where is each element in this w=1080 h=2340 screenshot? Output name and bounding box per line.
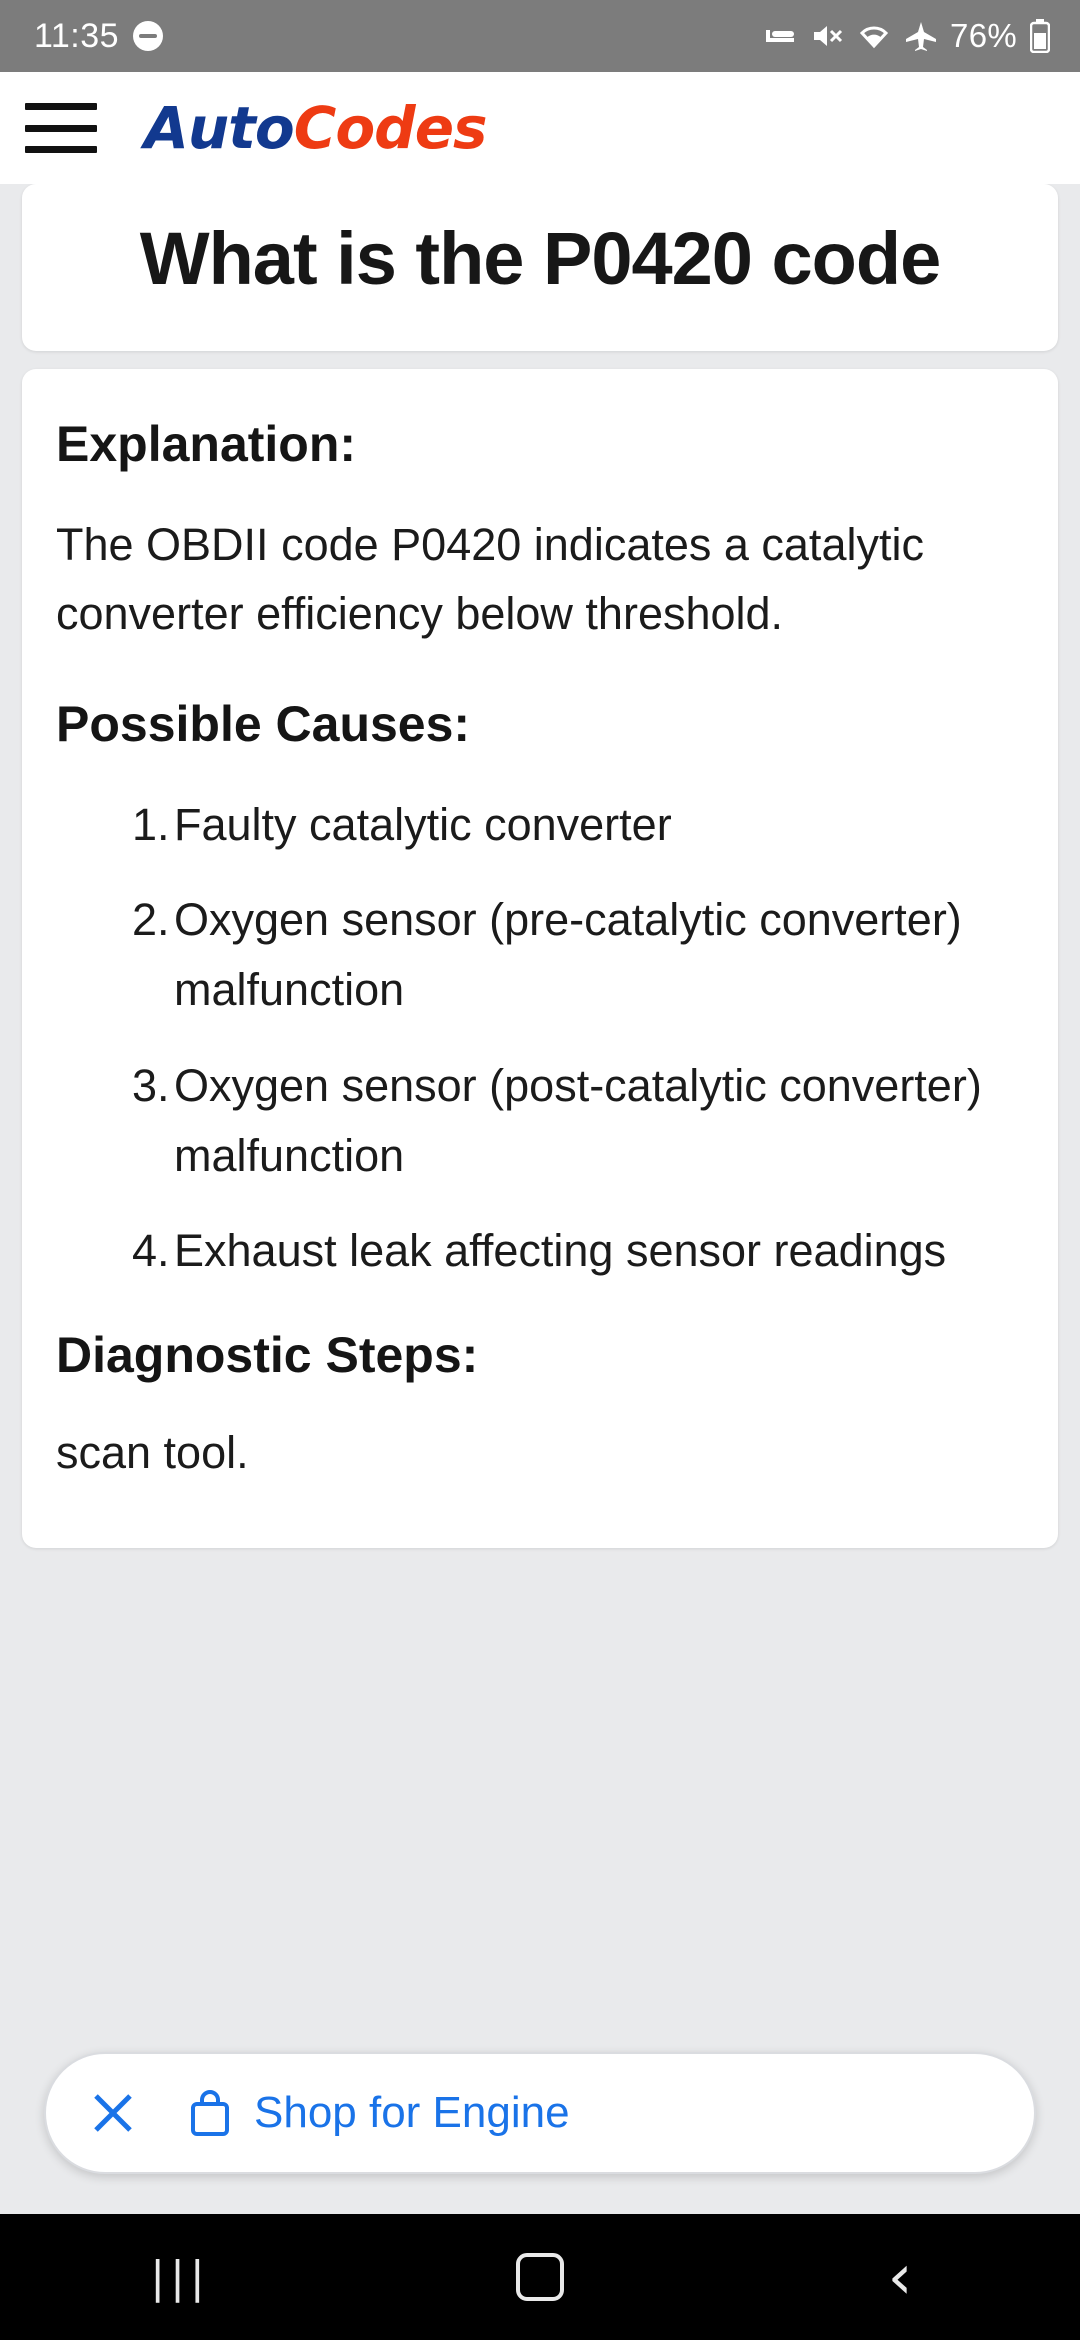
title-card <box>22 184 1058 351</box>
diagnostic-steps-heading: Diagnostic Steps: <box>56 1327 479 1384</box>
mute-icon <box>811 21 843 51</box>
list-item: Oxygen sensor (pre-catalytic converter) malfunction <box>174 894 962 1016</box>
shopping-bag-icon <box>188 2088 232 2138</box>
status-bar-left <box>34 17 163 56</box>
system-navigation-bar <box>0 2214 1080 2340</box>
hamburger-line <box>25 103 97 110</box>
list-item: Exhaust leak affecting sensor readings <box>174 1225 947 1277</box>
back-button[interactable] <box>825 2214 975 2340</box>
logo-text-codes: Codes <box>293 94 487 162</box>
possible-causes-heading: Possible Causes: <box>56 696 471 753</box>
hamburger-menu-icon[interactable] <box>22 97 100 159</box>
home-square-icon <box>516 2253 564 2301</box>
page-content[interactable] <box>0 184 1080 2214</box>
diagnostic-steps-text: scan tool. <box>56 1427 249 1479</box>
possible-causes-list <box>56 790 1024 1287</box>
airplane-mode-icon <box>905 21 937 51</box>
status-bar <box>0 0 1080 72</box>
hamburger-line <box>25 146 97 153</box>
recents-icon: ||| <box>150 2251 210 2303</box>
article-card <box>22 369 1058 1548</box>
logo-text-auto: Auto <box>144 94 294 162</box>
shopping-promo-bar[interactable] <box>44 2052 1036 2174</box>
back-chevron-icon: ‹ <box>887 2240 913 2313</box>
page-title: What is the P0420 code <box>139 217 941 300</box>
status-bar-right <box>764 17 1050 55</box>
battery-icon <box>1030 19 1050 53</box>
recents-button[interactable] <box>105 2214 255 2340</box>
alarm-icon <box>764 22 798 50</box>
wifi-icon <box>856 22 892 50</box>
hamburger-line <box>25 125 97 132</box>
battery-percent: 76% <box>950 17 1017 54</box>
do-not-disturb-icon <box>133 21 163 51</box>
home-button[interactable] <box>465 2214 615 2340</box>
app-bar <box>0 72 1080 184</box>
list-item: Oxygen sensor (post-catalytic converter) malfunction <box>174 1059 982 1181</box>
explanation-text: The OBDII code P0420 indicates a catalytic converter efficiency below threshold. <box>56 518 924 640</box>
close-icon[interactable] <box>82 2082 144 2144</box>
explanation-heading: Explanation: <box>56 416 357 473</box>
list-item: Faulty catalytic converter <box>174 798 672 850</box>
promo-label[interactable]: Shop for Engine <box>254 2088 570 2137</box>
status-clock: 11:35 <box>34 16 120 55</box>
site-logo[interactable] <box>144 94 487 162</box>
